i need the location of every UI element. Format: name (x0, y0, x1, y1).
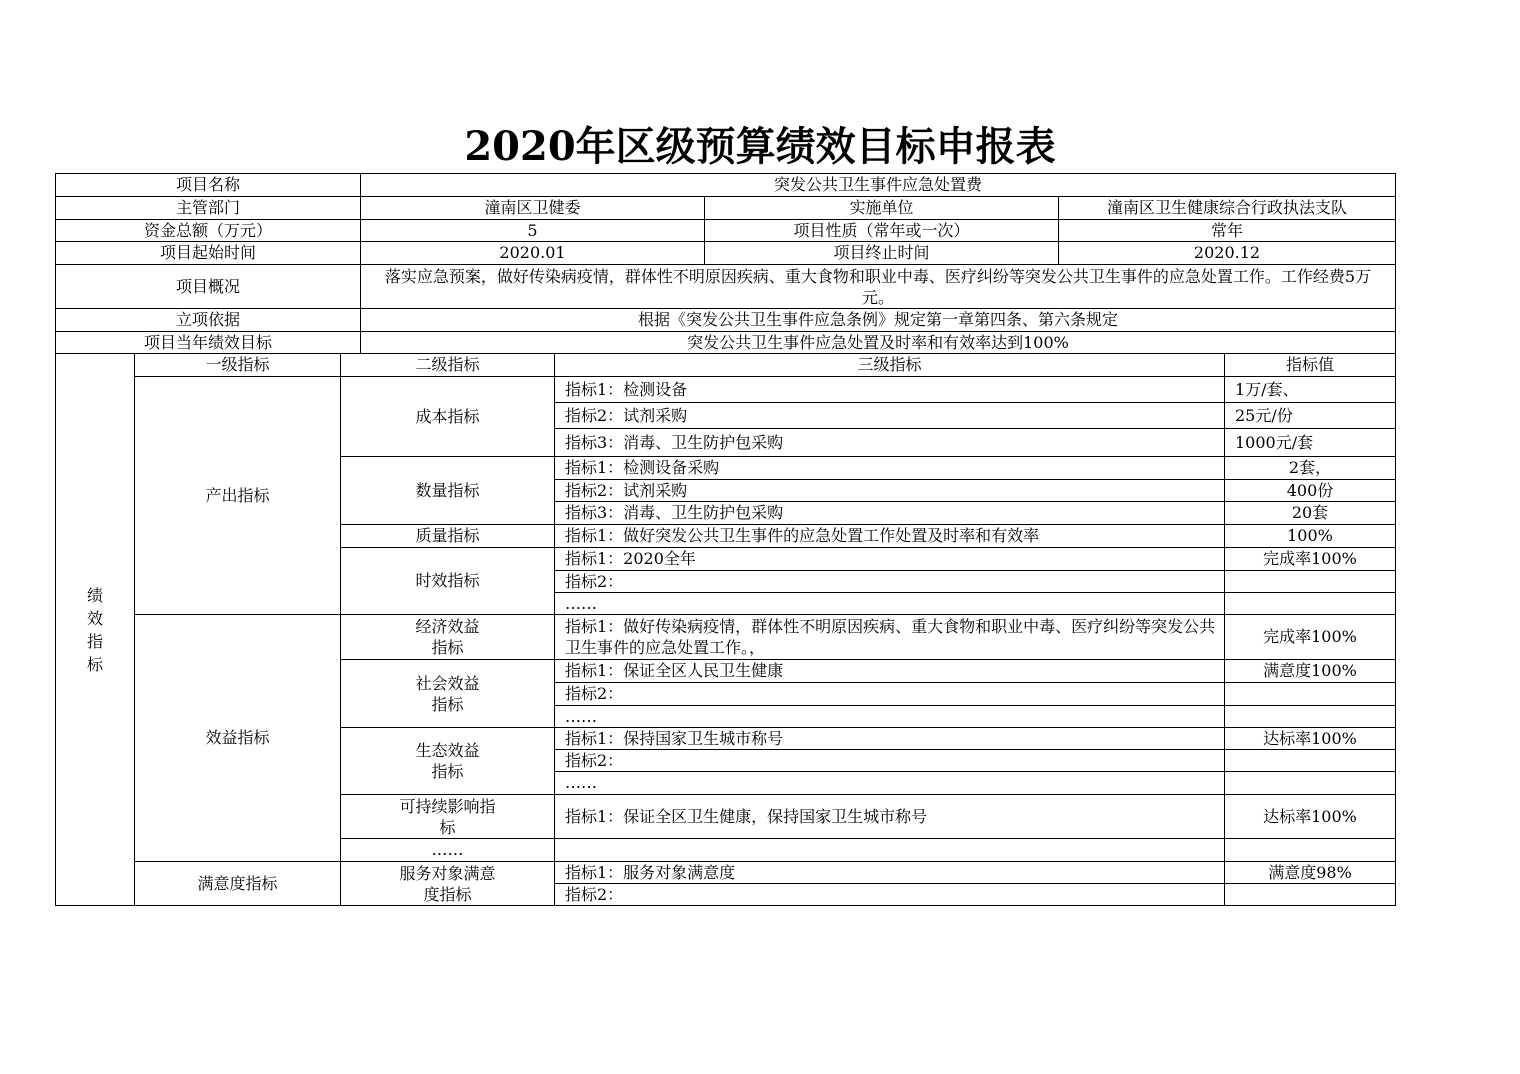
social-item-3: …… (554, 705, 1225, 728)
col-level2: 二级指标 (340, 353, 555, 377)
cost-item-1: 指标1：检测设备 (554, 376, 1225, 403)
impl-label: 实施单位 (704, 196, 1059, 220)
dept-label: 主管部门 (55, 196, 361, 220)
social-item-2: 指标2： (554, 682, 1225, 706)
eco-value-2 (1224, 749, 1396, 772)
end-value: 2020.12 (1058, 241, 1396, 265)
project-name: 突发公共卫生事件应急处置费 (360, 173, 1396, 197)
satisfaction-indicators: 满意度指标 (134, 861, 341, 906)
service-satisfaction-indicators: 服务对象满意度指标 (340, 861, 555, 906)
project-name-label: 项目名称 (55, 173, 361, 197)
performance-table (55, 173, 1396, 906)
sustainability-indicators: 可持续影响指标 (340, 794, 555, 839)
fund-label: 资金总额（万元） (55, 219, 361, 242)
eco-item-3: …… (554, 771, 1225, 795)
impl-value: 潼南区卫生健康综合行政执法支队 (1058, 196, 1396, 220)
eco-item-1: 指标1：保持国家卫生城市称号 (554, 727, 1225, 750)
cost-item-2: 指标2：试剂采购 (554, 402, 1225, 429)
qty-item-3: 指标3：消毒、卫生防护包采购 (554, 501, 1225, 525)
cost-value-1: 1万/套、 (1224, 376, 1396, 403)
fund-value: 5 (360, 219, 705, 242)
benefit-more: …… (340, 838, 555, 862)
overview-value: 落实应急预案，做好传染病疫情，群体性不明原因疾病、重大食物和职业中毒、医疗纠纷等突发公共卫生事件的应急处置工作。工作经费5万元。 (360, 264, 1396, 309)
econ-item-1: 指标1：做好传染病疫情，群体性不明原因疾病、重大食物和职业中毒、医疗纠纷等突发公共卫生事件的应急处置工作。， (554, 614, 1225, 660)
benefit-indicators: 效益指标 (134, 614, 341, 862)
cost-item-3: 指标3：消毒、卫生防护包采购 (554, 428, 1225, 457)
overview-label: 项目概况 (55, 264, 361, 309)
nature-value: 常年 (1058, 219, 1396, 242)
timeliness-indicators: 时效指标 (340, 547, 555, 615)
cost-value-3: 1000元/套 (1224, 428, 1396, 457)
service-item-1: 指标1：服务对象满意度 (554, 861, 1225, 884)
start-value: 2020.01 (360, 241, 705, 265)
dept-value: 潼南区卫健委 (360, 196, 705, 220)
sustain-value-1: 达标率100% (1224, 794, 1396, 839)
output-indicators: 产出指标 (134, 376, 341, 615)
time-item-2: 指标2： (554, 570, 1225, 593)
qty-item-1: 指标1：检测设备采购 (554, 456, 1225, 480)
social-value-1: 满意度100% (1224, 659, 1396, 683)
cost-indicators: 成本指标 (340, 376, 555, 457)
qty-value-2: 400份 (1224, 479, 1396, 502)
col-value: 指标值 (1224, 353, 1396, 377)
qty-item-2: 指标2：试剂采购 (554, 479, 1225, 502)
start-label: 项目起始时间 (55, 241, 361, 265)
benefit-more-item (554, 838, 1225, 862)
social-item-1: 指标1：保证全区人民卫生健康 (554, 659, 1225, 683)
col-level1: 一级指标 (134, 353, 341, 377)
service-item-2: 指标2： (554, 883, 1225, 906)
quality-item-1: 指标1：做好突发公共卫生事件的应急处置工作处置及时率和有效率 (554, 524, 1225, 548)
quantity-indicators: 数量指标 (340, 456, 555, 525)
social-value-2 (1224, 682, 1396, 706)
sustain-item-1: 指标1：保证全区卫生健康，保持国家卫生城市称号 (554, 794, 1225, 839)
perf-side-label: 绩效指标 (55, 353, 135, 906)
service-value-1: 满意度98% (1224, 861, 1396, 884)
benefit-more-value (1224, 838, 1396, 862)
eco-item-2: 指标2： (554, 749, 1225, 772)
quality-indicators: 质量指标 (340, 524, 555, 548)
time-item-1: 指标1：2020全年 (554, 547, 1225, 571)
qty-value-1: 2套， (1224, 456, 1396, 480)
eco-value-3 (1224, 771, 1396, 795)
basis-value: 根据《突发公共卫生事件应急条例》规定第一章第四条、第六条规定 (360, 308, 1396, 332)
goal-value: 突发公共卫生事件应急处置及时率和有效率达到100% (360, 331, 1396, 354)
end-label: 项目终止时间 (704, 241, 1059, 265)
cost-value-2: 25元/份 (1224, 402, 1396, 429)
col-level3: 三级指标 (554, 353, 1225, 377)
time-item-3: …… (554, 592, 1225, 615)
page-title: 2020年区级预算绩效目标申报表 (464, 123, 1056, 170)
goal-label: 项目当年绩效目标 (55, 331, 361, 354)
social-indicators: 社会效益指标 (340, 659, 555, 728)
economic-indicators: 经济效益指标 (340, 614, 555, 660)
nature-label: 项目性质（常年或一次） (704, 219, 1059, 242)
time-value-2 (1224, 570, 1396, 593)
basis-label: 立项依据 (55, 308, 361, 332)
social-value-3 (1224, 705, 1396, 728)
time-value-1: 完成率100% (1224, 547, 1396, 571)
time-value-3 (1224, 592, 1396, 615)
service-value-2 (1224, 883, 1396, 906)
quality-value-1: 100% (1224, 524, 1396, 548)
ecological-indicators: 生态效益指标 (340, 727, 555, 795)
eco-value-1: 达标率100% (1224, 727, 1396, 750)
econ-value-1: 完成率100% (1224, 614, 1396, 660)
qty-value-3: 20套 (1224, 501, 1396, 525)
